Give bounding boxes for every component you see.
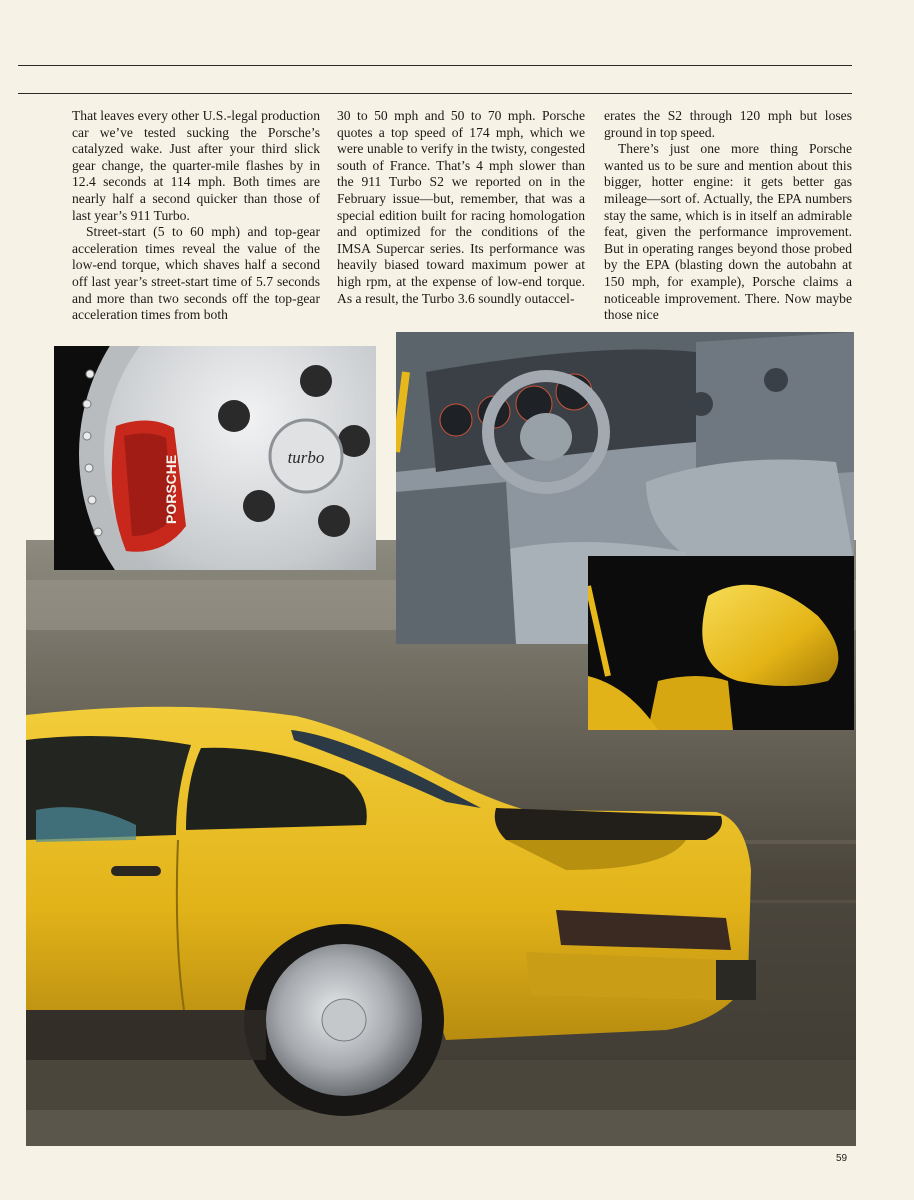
wheel-badge: turbo xyxy=(287,448,325,467)
caliper-lettering: PORSCHE xyxy=(163,454,179,524)
header-rule-top xyxy=(18,65,852,66)
header-rule-bottom xyxy=(18,93,852,94)
paragraph: erates the S2 through 120 mph but loses ground in top speed. xyxy=(604,108,852,140)
paragraph: That leaves every other U.S.-legal production car we’ve tested sucking the Porsche’s catalyzed wake. Just after your third slick gear change, the quarter-mile flashes by in 12.4 seconds at 114 mph. Both times are nearly half a second quicker than those of last year’s 911 Turbo. xyxy=(72,108,320,223)
mirror-photo xyxy=(588,556,854,730)
paragraph: There’s just one more thing Porsche wanted us to be sure and mention about this bigger, hotter engine: it gets better gas mileage—sort of. Actually, the EPA numbers stay the same, which is in itself an admirable feat, given the performance improvement. But in operating ranges beyond those probed by the EPA (blasting down the autobahn at 150 mph, for example), Porsche claims a noticeable improvement. There. Now maybe those nice xyxy=(604,141,852,323)
paragraph: Street-start (5 to 60 mph) and top-gear acceleration times reveal the value of the low-end torque, which shaves half a second off last year’s street-start time of 5.7 seconds and more than two seconds off the top-gear acceleration times from both xyxy=(72,224,320,323)
article-column-3 xyxy=(604,108,852,324)
page-number: 59 xyxy=(836,1153,848,1164)
paragraph: 30 to 50 mph and 50 to 70 mph. Porsche quotes a top speed of 174 mph, which we were unable to verify in the twisty, congested south of France. That’s 4 mph slower than the 911 Turbo S2 we reported on in the February issue—but, remember, that was a special edition built for racing homologation and optimized for the conditions of the IMSA Supercar series. Its performance was heavily biased toward maximum power at high rpm, at the expense of low-end torque. As a result, the Turbo 3.6 soundly outaccel- xyxy=(337,108,585,306)
article-column-2 xyxy=(337,108,585,307)
wheel-caliper-photo xyxy=(54,346,376,570)
article-column-1 xyxy=(72,108,320,324)
